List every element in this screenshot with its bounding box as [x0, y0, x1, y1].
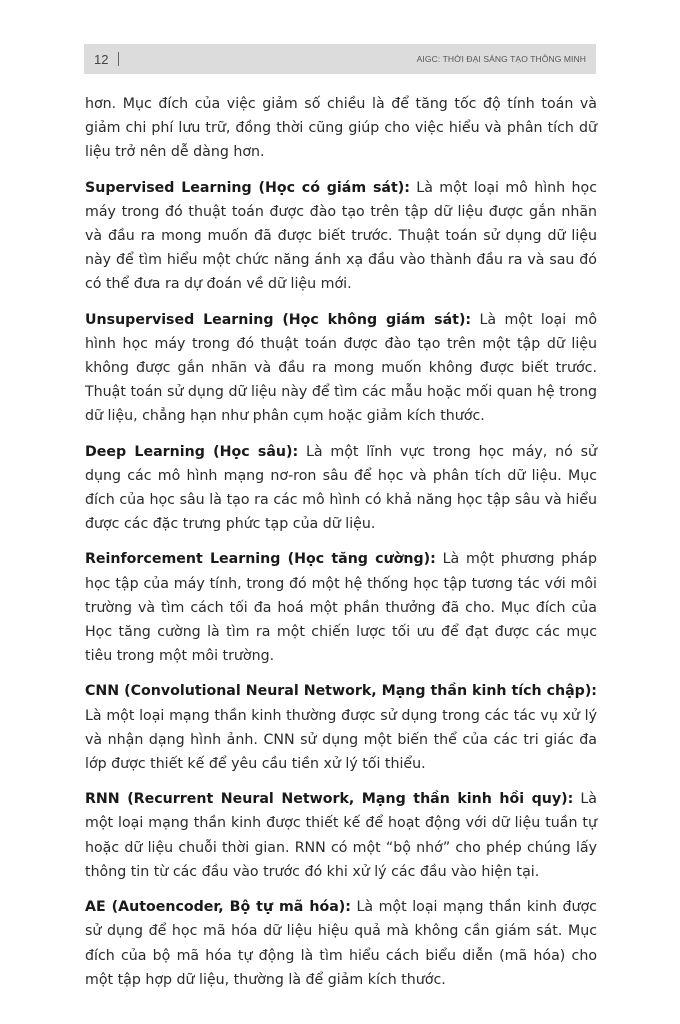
page-body	[85, 92, 597, 1003]
definition-rnn	[85, 787, 597, 884]
definition-term: Supervised Learning (Học có giám sát):	[85, 179, 410, 196]
definition-text: Là một loại mô hình học máy trong đó thuật toán được đào tạo trên một tập dữ liệu không được gắn nhãn và đầu ra mong muốn không được biết trước. Thuật toán sử dụng dữ liệu này để tìm các mẫu hoặc mối quan hệ trong dữ liệu, chẳng hạn như phân cụm hoặc giảm kích thước.	[85, 311, 597, 425]
definition-autoencoder	[85, 895, 597, 992]
page-number: 12	[94, 51, 109, 67]
definition-supervised-learning	[85, 176, 597, 297]
definition-term: Reinforcement Learning (Học tăng cường):	[85, 551, 436, 568]
definition-cnn	[85, 679, 597, 776]
definition-deep-learning	[85, 440, 597, 537]
paragraph-continuation	[85, 92, 597, 165]
definition-text: Là một loại mạng thần kinh được sử dụng để học mã hóa dữ liệu hiệu quả mà không cần giám sát. Mục đích của bộ mã hóa tự động là tìm hiểu cách biểu diễn (mã hóa) cho một tập hợp dữ liệu, thường là để giảm kích thước.	[85, 899, 597, 988]
header-divider	[118, 52, 119, 66]
definition-term: Unsupervised Learning (Học không giám sát):	[85, 311, 472, 328]
running-title: AIGC: THỜI ĐẠI SÁNG TẠO THÔNG MINH	[416, 54, 586, 64]
definition-text: Là một loại mạng thần kinh được thiết kế để hoạt động với dữ liệu tuần tự hoặc dữ liệu chuỗi thời gian. RNN có một “bộ nhớ” cho phép chúng lấy thông tin từ các đầu vào trước đó khi xử lý các đầu vào hiện tại.	[85, 791, 597, 880]
definition-text: Là một lĩnh vực trong học máy, nó sử dụng các mô hình mạng nơ-ron sâu để học và phân tích dữ liệu. Mục đích của học sâu là tạo ra các mô hình có khả năng học tập sâu và hiểu được các đặc trưng phức tạp của dữ liệu.	[85, 443, 598, 533]
definition-reinforcement-learning	[85, 547, 597, 668]
page-header	[84, 44, 596, 74]
paragraph-text: hơn. Mục đích của việc giảm số chiều là để tăng tốc độ tính toán và giảm chi phí lưu trữ, đồng thời cũng giúp cho việc hiểu và phân tích dữ liệu trở nên dễ dàng hơn.	[85, 96, 597, 161]
definition-unsupervised-learning	[85, 308, 597, 429]
definition-text: Là một loại mạng thần kinh thường được sử dụng trong các tác vụ xử lý và nhận dạng hình ảnh. CNN sử dụng một biến thể của các tri giác đa lớp được thiết kế để yêu cầu tiền xử lý tối thiểu.	[85, 707, 597, 773]
page-number-block	[94, 52, 119, 67]
definition-text: Là một phương pháp học tập của máy tính, trong đó một hệ thống học tập tương tác với môi trường và tìm cách tối đa hoá một phần thưởng đã cho. Mục đích của Học tăng cường là tìm ra một chiến lược tối ưu để đạt được các mục tiêu trong một môi trường.	[85, 551, 597, 665]
definition-text: Là một loại mô hình học máy trong đó thuật toán được đào tạo trên tập dữ liệu được gắn nhãn và đầu ra mong muốn đã được biết trước. Thuật toán sử dụng dữ liệu này để tìm hiểu một chức năng ánh xạ đầu vào thành đầu ra và sau đó có thể đưa ra dự đoán về dữ liệu mới.	[85, 179, 597, 293]
definition-term: Deep Learning (Học sâu):	[85, 443, 299, 460]
definition-term: AE (Autoencoder, Bộ tự mã hóa):	[85, 899, 351, 916]
definition-term: CNN (Convolutional Neural Network, Mạng thần kinh tích chập):	[85, 683, 597, 700]
definition-term: RNN (Recurrent Neural Network, Mạng thần kinh hồi quy):	[85, 791, 574, 808]
